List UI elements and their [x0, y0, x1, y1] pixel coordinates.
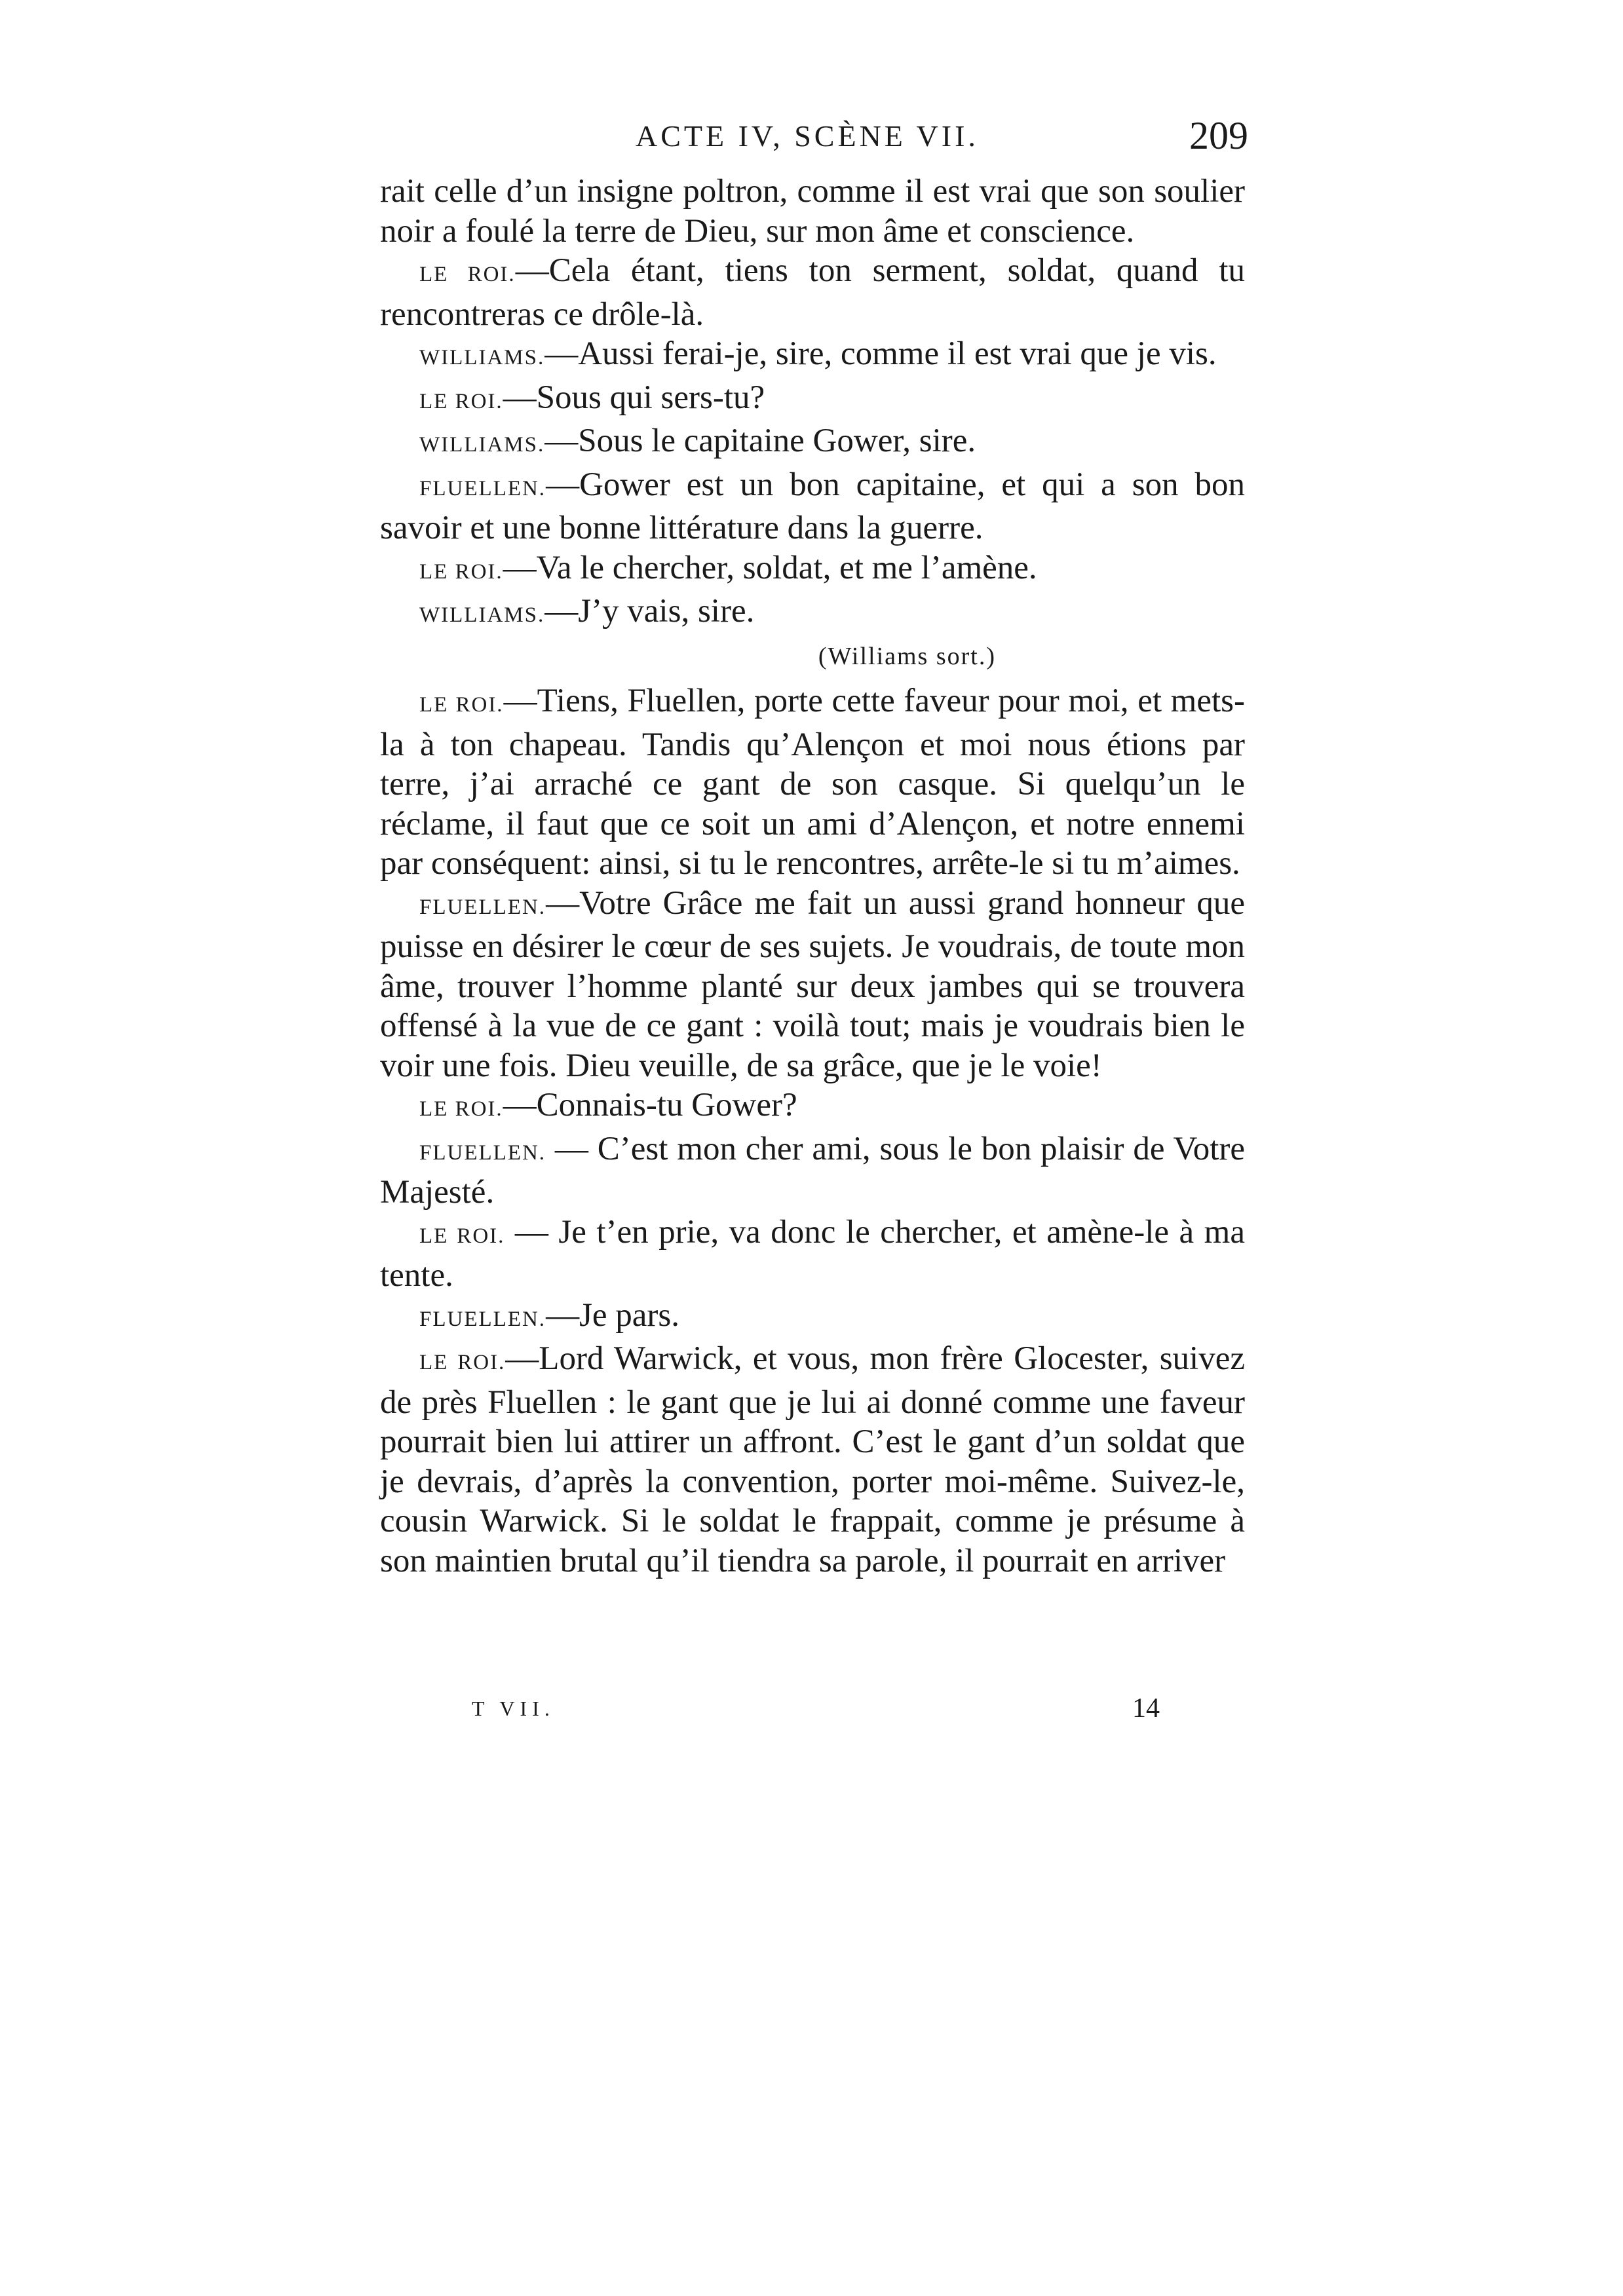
body-text: [380, 172, 1245, 1581]
running-head: ACTE IV, SCÈNE VII.: [636, 119, 979, 153]
line-text: —Aussi ferai-je, sire, comme il est vrai que je vis.: [544, 335, 1217, 372]
speaker-name: LE ROI.: [419, 1351, 506, 1374]
dialogue-line: [380, 1129, 1245, 1213]
speaker-name: LE ROI.: [419, 559, 503, 584]
line-text: —Connais-tu Gower?: [503, 1087, 797, 1123]
line-text: — C’est mon cher ami, sous le bon plaisir de Votre Majesté.: [380, 1130, 1245, 1211]
dialogue-line: [380, 251, 1245, 334]
speaker-name: LE ROI.: [419, 263, 516, 286]
speaker-name: WILLIAMS.: [419, 603, 545, 627]
line-text: rait celle d’un insigne poltron, comme il est vrai que son soulier noir a foulé la terre de Dieu, sur mon âme et conscience.: [380, 173, 1245, 250]
dialogue-line: [380, 1296, 1245, 1340]
dialogue-line: [380, 1085, 1245, 1129]
line-text: —Tiens, Fluellen, porte cette faveur pour moi, et mets-la à ton chapeau. Tandis qu’Alençon et moi nous étions par terre, j’ai arraché ce gant de son casque. Si quelqu’un le réclame, il faut que ce soit un ami d’Alençon, et notre ennemi par conséquent: ainsi, si tu le rencontres, arrête-le si tu m’aimes.: [380, 683, 1245, 882]
dialogue-line: [380, 1339, 1245, 1581]
speaker-name: LE ROI.: [419, 389, 503, 413]
speaker-name: LE ROI.: [419, 1097, 503, 1121]
dialogue-line: [380, 334, 1245, 378]
dialogue-line: [380, 1213, 1245, 1296]
line-text: —Lord Warwick, et vous, mon frère Glocester, suivez de près Fluellen : le gant que je lui ai donné comme une faveur pourrait bien lui attirer un affront. C’est le gant d’un soldat que je devrais, d’après la convention, porter moi-même. Suivez-le, cousin Warwick. Si le soldat le frappait, comme je présume à son maintien brutal qu’il tiendra sa parole, il pourrait en arriver: [380, 1340, 1245, 1579]
line-text: —Votre Grâce me fait un aussi grand honneur que puisse en désirer le cœur de ses sujets. Je voudrais, de toute mon âme, trouver l’homme planté sur deux jambes qui se trouvera offensé à la vue de ce gant : voilà tout; mais je voudrais bien le voir une fois. Dieu veuille, de sa grâce, que je le voie!: [380, 884, 1245, 1084]
line-text: —Sous qui sers-tu?: [503, 379, 765, 416]
speaker-name: WILLIAMS.: [419, 433, 545, 457]
line-text: —Gower est un bon capitaine, et qui a son bon savoir et une bonne littérature dans la guerre.: [380, 466, 1245, 546]
dialogue-line: [380, 378, 1245, 422]
dialogue-line: [380, 421, 1245, 465]
speaker-name: FLUELLEN.: [419, 1140, 546, 1165]
speaker-name: FLUELLEN.: [419, 1307, 546, 1331]
dialogue-line: [380, 592, 1245, 635]
stage-direction: (Williams sort.): [818, 642, 996, 670]
line-text: —Va le chercher, soldat, et me l’amène.: [503, 549, 1037, 586]
page-header: [383, 108, 1248, 160]
dialogue-line: [380, 681, 1245, 884]
line-text: — Je t’en prie, va donc le chercher, et amène-le à ma tente.: [380, 1213, 1245, 1294]
speaker-name: WILLIAMS.: [419, 346, 545, 369]
speaker-name: LE ROI.: [419, 1224, 505, 1248]
line-text: —J’y vais, sire.: [544, 593, 755, 630]
speaker-name: FLUELLEN.: [419, 476, 546, 500]
line-text: —Je pars.: [546, 1296, 680, 1334]
speaker-name: FLUELLEN.: [419, 895, 546, 919]
page-footer: [472, 1693, 1160, 1736]
line-text: —Sous le capitaine Gower, sire.: [544, 423, 976, 459]
line-text: —Cela étant, tiens ton serment, soldat, quand tu rencontreras ce drôle-là.: [380, 252, 1245, 333]
sheet-number: 14: [1132, 1693, 1160, 1723]
dialogue-line: [380, 548, 1245, 592]
signature-mark: T VII.: [472, 1697, 555, 1720]
page-number: 209: [1189, 114, 1248, 157]
speaker-name: LE ROI.: [419, 693, 504, 717]
dialogue-line: [380, 465, 1245, 548]
dialogue-line: [380, 884, 1245, 1086]
dialogue-line: [380, 172, 1245, 251]
